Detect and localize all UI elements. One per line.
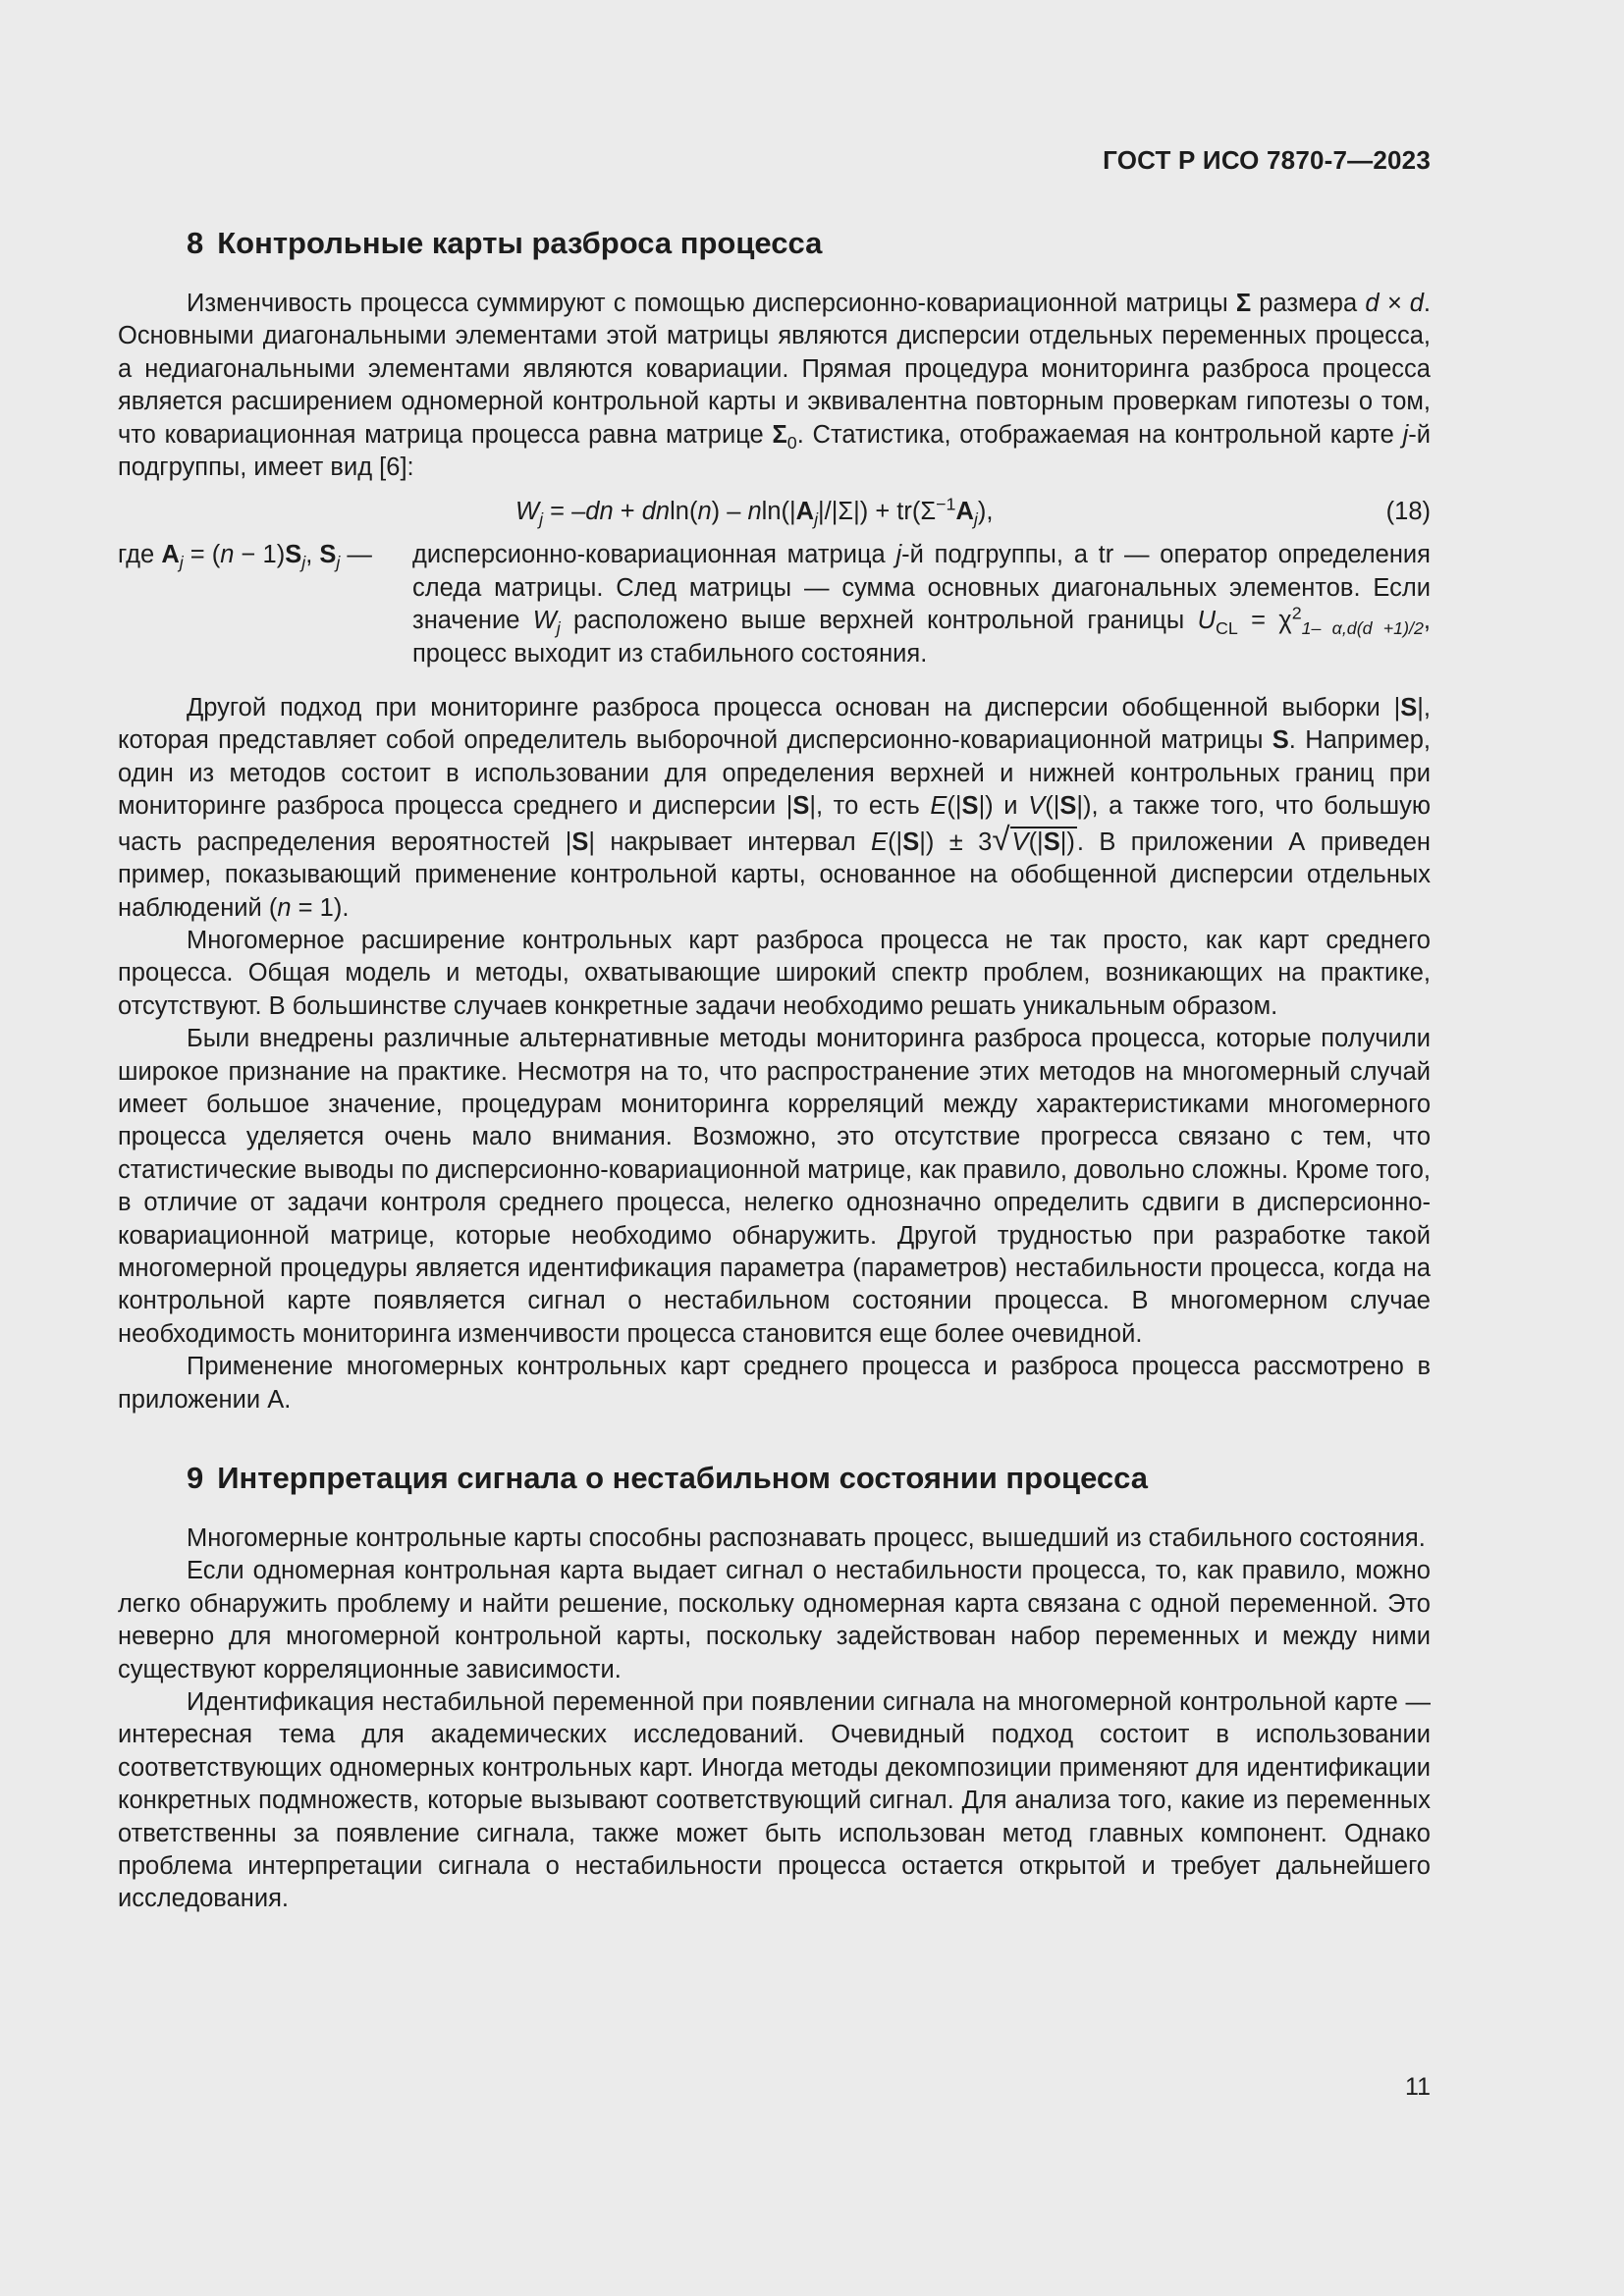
variable-j: j xyxy=(1402,420,1409,449)
text-run: |) ± 3 xyxy=(919,828,993,856)
section-9-heading xyxy=(118,1456,1431,1501)
text-run: (| xyxy=(1028,828,1044,856)
section-8-title: Контрольные карты разброса процесса xyxy=(217,226,823,260)
subscript: 0 xyxy=(786,432,797,453)
section-8-paragraph-2 xyxy=(118,692,1431,925)
dimension-expr: d × d xyxy=(1365,290,1424,317)
where-definition xyxy=(412,539,1431,670)
section-9-paragraph-1: Многомерные контрольные карты способны распознавать процесс, вышедший из стабильного состояния. xyxy=(187,1524,1426,1552)
matrix-S: S xyxy=(1059,792,1077,821)
text-run: ln( xyxy=(670,498,698,526)
variable-j: j xyxy=(895,541,902,569)
formula-18 xyxy=(118,492,1431,531)
text-run: расположено выше верхней контрольной границы xyxy=(560,607,1198,635)
sigma-symbol: Σ xyxy=(1235,290,1252,317)
text-run: |) xyxy=(1059,828,1075,856)
text-run: | накрывает интервал xyxy=(588,828,872,856)
var-n: n xyxy=(277,893,292,922)
text-run: . Например, один из методов состоит в использовании для определения верхней и нижней контрольных границ при мониторинге разброса процесса среднего и дисперсии | xyxy=(118,726,1432,821)
text-run: (| xyxy=(947,792,962,821)
text-run: ) – xyxy=(711,498,748,526)
text-run: -й подгруппы, а tr — оператор определения следа матрицы. След матрицы — сумма основных диагональных элементов. Если значение xyxy=(412,541,1431,635)
var-W: W xyxy=(515,498,540,526)
text-run: Изменчивость процесса суммируют с помощью дисперсионно-ковариационной матрицы xyxy=(187,290,1236,317)
text-run: |) и xyxy=(978,792,1029,821)
matrix-S: S xyxy=(319,541,337,569)
text-run: ln(| xyxy=(761,498,796,526)
var-dn: dn xyxy=(585,498,614,526)
section-8-paragraph-4: Были внедрены различные альтернативные методы мониторинга разброса процесса, которые получили широкое признание на практике. Несмотря на то, что распространение этих методов на многомерный случай имеет большое значение, процедурам мониторинга корреляций между характеристиками многомерного процесса уделяется очень мало внимания. Возможно, это отсутствие прогресса связано с тем, что статистические выводы по дисперсионно-ковариационной матрице, как правило, довольно сложны. Кроме того, в отличие от задачи контроля среднего процесса, нелегко однозначно определить сдвиги в дисперсионно-ковариационной матрице, которые необходимо обнаружить. Другой трудностью при разработке такой многомерной процедуры является идентификация параметра (параметров) нестабильности процесса, когда на контрольной карте появляется сигнал о нестабильном состоянии процесса. В многомерном случае необходимость мониторинга изменчивости процесса становится еще более очевидной. xyxy=(118,1025,1431,1348)
section-8-number: 8 xyxy=(187,226,204,260)
var-n: n xyxy=(220,541,235,569)
section-9-title: Интерпретация сигнала о нестабильном состоянии процесса xyxy=(217,1461,1149,1495)
var-n: n xyxy=(697,498,712,526)
matrix-S: S xyxy=(1272,726,1289,755)
subscript: CL xyxy=(1215,618,1238,639)
formula-number: (18) xyxy=(1385,498,1431,526)
matrix-A: A xyxy=(795,498,815,526)
text-run: где xyxy=(118,541,162,569)
text-run: . В приложении А приведен пример, показывающий применение контрольной карты, основанное на обобщенной дисперсии отдельных наблюдений ( xyxy=(118,828,1431,922)
text-run: |, то есть xyxy=(809,792,931,821)
matrix-S: S xyxy=(961,792,979,821)
var-n: n xyxy=(747,498,762,526)
text-run: ), xyxy=(977,498,994,526)
subscript: j xyxy=(973,509,978,530)
text-run: (| xyxy=(1045,792,1060,821)
section-8-paragraph-5: Применение многомерных контрольных карт среднего процесса и разброса процесса рассмотрено в приложении А. xyxy=(118,1353,1431,1414)
section-8-heading xyxy=(118,221,1431,266)
matrix-S: S xyxy=(1043,828,1060,856)
matrix-S: S xyxy=(902,828,920,856)
subscript: j xyxy=(179,553,184,573)
text-run: дисперсионно-ковариационная матрица xyxy=(412,541,896,569)
radical-sign: √ xyxy=(992,821,1010,858)
superscript: −1 xyxy=(936,494,956,514)
text-run: Другой подход при мониторинге разброса процесса основан на дисперсии обобщенной выборки | xyxy=(187,694,1401,722)
text-run: − 1) xyxy=(234,541,286,569)
matrix-A: A xyxy=(161,541,180,569)
var-U: U xyxy=(1197,607,1216,635)
page-number: 11 xyxy=(1405,2073,1431,2101)
section-9-number: 9 xyxy=(187,1461,204,1495)
matrix-S: S xyxy=(1400,694,1418,722)
text-run: . Статистика, отображаемая на контрольной карте xyxy=(796,420,1403,449)
text-run: размера xyxy=(1251,290,1366,317)
superscript: 2 xyxy=(1291,603,1302,623)
var-V: V xyxy=(1011,828,1029,856)
text-run: , процесс выходит из стабильного состояния. xyxy=(412,607,1432,667)
text-run: = χ xyxy=(1237,607,1292,635)
var-V: V xyxy=(1028,792,1046,821)
formula-expression xyxy=(515,492,993,531)
text-run: = 1). xyxy=(291,893,350,922)
subscript: j xyxy=(336,553,341,573)
matrix-S: S xyxy=(571,828,589,856)
text-run: |), а также того, что большую часть распределения вероятностей | xyxy=(118,792,1431,856)
section-9-paragraph-2: Если одномерная контрольная карта выдает сигнал о нестабильности процесса, то, как правило, можно легко обнаружить проблему и найти решение, поскольку одномерная карта связана с одной переменной. Это неверно для многомерной контрольной карты, поскольку задействован набор переменных и между ними существуют корреляционные зависимости. xyxy=(118,1557,1431,1683)
subscript: j xyxy=(814,509,819,530)
text-run: -й подгруппы, имеет вид [6]: xyxy=(118,420,1431,482)
subscript: j xyxy=(539,509,544,530)
text-run: |/|Σ|) + tr(Σ xyxy=(818,498,937,526)
var-E: E xyxy=(871,828,889,856)
var-W: W xyxy=(532,607,557,635)
page-content xyxy=(118,221,1431,1916)
text-run: = – xyxy=(543,498,586,526)
section-8-paragraph-3: Многомерное расширение контрольных карт разброса процесса не так просто, как карт среднего процесса. Общая модель и методы, охватывающие широкий спектр проблем, возникающих на практике, отсутствуют. В большинстве случаев конкретные задачи необходимо решать уникальным образом. xyxy=(118,926,1431,1020)
where-label xyxy=(118,539,412,670)
subscript: j xyxy=(556,618,561,639)
subscript: j xyxy=(301,553,306,573)
text-run: + xyxy=(613,498,642,526)
text-run: = ( xyxy=(183,541,221,569)
section-9-paragraph-3: Идентификация нестабильной переменной при появлении сигнала на многомерной контрольной карте — интересная тема для академических исследований. Очевидный подход состоит в использовании соответствующих одномерных контрольных карт. Иногда методы декомпозиции применяют для идентификации конкретных подмножеств, которые вызывают соответствующий сигнал. Для анализа того, какие из переменных ответственны за появление сигнала, также может быть использован метод главных компонент. Однако проблема интерпретации сигнала о нестабильности процесса остается открытой и требует дальнейшего исследования. xyxy=(118,1688,1431,1913)
text-run: (| xyxy=(888,828,903,856)
where-clause xyxy=(118,539,1431,670)
document-id-header: ГОСТ Р ИСО 7870-7—2023 xyxy=(1103,145,1431,175)
section-8-paragraph-1 xyxy=(118,288,1431,484)
sigma0-symbol: Σ xyxy=(772,420,787,449)
text-run: . Основными диагональными элементами этой матрицы являются дисперсии отдельных переменных процесса, а недиагональными элементами являются ковариации. Прямая процедура мониторинга разброса процесса является расширением одномерной контрольной карты и эквивалентна повторным проверкам гипотезы о том, что ковариационная матрица процесса равна матрице xyxy=(118,290,1431,449)
matrix-S: S xyxy=(285,541,302,569)
radicand xyxy=(1010,827,1077,856)
matrix-S: S xyxy=(792,792,810,821)
text-run: — xyxy=(340,541,372,569)
var-dn: dn xyxy=(641,498,671,526)
text-run: , xyxy=(305,541,320,569)
var-E: E xyxy=(930,792,947,821)
matrix-A: A xyxy=(955,498,974,526)
subscript: 1– α,d(d +1)/2 xyxy=(1301,618,1424,639)
text-run: |, которая представляет собой определитель выборочной дисперсионно-ковариационной матрицы xyxy=(118,694,1431,755)
